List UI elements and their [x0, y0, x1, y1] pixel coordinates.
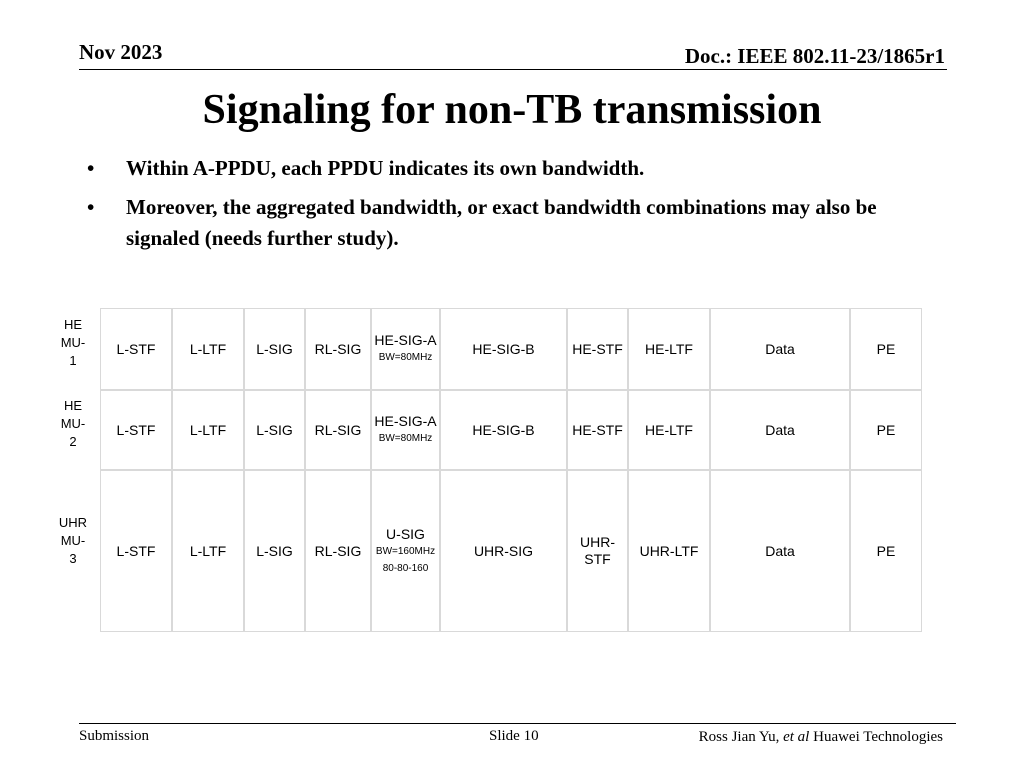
field-uhr-stf	[567, 470, 628, 632]
field-label: U-SIG	[386, 525, 425, 542]
field-label: PE	[876, 421, 896, 438]
field-label: UHR-LTF	[639, 542, 699, 559]
row-label-line: MU-	[60, 416, 86, 431]
field-pe	[850, 308, 922, 390]
field-label: HE-SIG-B	[472, 340, 535, 357]
field-label: UHR-SIG	[473, 542, 534, 559]
field-data	[710, 470, 850, 632]
row-label-line: MU-	[60, 335, 86, 350]
footer-author-org: Huawei Technologies	[813, 729, 943, 745]
field-label: PE	[876, 542, 896, 559]
field-data	[710, 390, 850, 470]
field-rl-sig	[305, 470, 371, 632]
footer-submission: Submission	[79, 728, 150, 744]
field-label: L-STF	[116, 340, 156, 357]
row-label-line: 1	[69, 353, 77, 368]
field-he-ltf	[628, 390, 710, 470]
field-l-stf	[100, 470, 172, 632]
row-label-line: UHR	[58, 515, 88, 530]
bullet-marker: •	[87, 195, 95, 219]
field-he-sig-b	[440, 308, 567, 390]
footer-author-name: Ross Jian Yu,	[698, 729, 780, 745]
field-sublabel: 80-80-160	[382, 562, 429, 574]
field-l-ltf	[172, 308, 244, 390]
bullet-item	[87, 153, 947, 184]
field-l-stf	[100, 390, 172, 470]
row-label-line: HE	[63, 398, 83, 413]
field-label: HE-SIG-A	[374, 332, 437, 348]
field-he-sig-b	[440, 390, 567, 470]
field-label: HE-SIG-A	[374, 413, 437, 429]
bullet-text: Moreover, the aggregated bandwidth, or exact bandwidth combinations may also be signaled (needs further study).	[126, 195, 877, 250]
field-label: Data	[765, 421, 795, 438]
row-label-he-mu-1	[48, 316, 98, 370]
field-label: Data	[765, 542, 795, 559]
field-label: HE-SIG-B	[472, 421, 535, 438]
row-label-uhr-mu-3	[48, 514, 98, 568]
field-label: RL-SIG	[314, 340, 362, 357]
field-label: L-STF	[116, 421, 156, 438]
field-l-sig	[244, 390, 305, 470]
field-label: HE-LTF	[645, 340, 693, 357]
field-rl-sig	[305, 390, 371, 470]
slide-title: Signaling for non-TB transmission	[202, 87, 822, 133]
field-label: L-SIG	[256, 421, 293, 438]
field-label: HE-LTF	[645, 421, 693, 438]
field-label: HE-STF	[572, 421, 623, 438]
field-sublabel: BW=160MHz	[375, 545, 436, 557]
field-data	[710, 308, 850, 390]
field-l-ltf	[172, 470, 244, 632]
footer-author	[699, 729, 943, 746]
row-label-line: 2	[69, 434, 77, 449]
field-label: L-LTF	[189, 421, 227, 438]
row-label-line: HE	[63, 317, 83, 332]
header-rule	[79, 69, 947, 70]
footer-rule	[79, 723, 956, 724]
row-label-line: MU-	[60, 533, 86, 548]
field-uhr-sig	[440, 470, 567, 632]
field-he-ltf	[628, 308, 710, 390]
header-date: Nov 2023	[79, 40, 163, 64]
field-label: HE-STF	[572, 340, 623, 357]
field-label: L-LTF	[189, 542, 227, 559]
field-label: RL-SIG	[314, 542, 362, 559]
footer-slide-number: Slide 10	[489, 728, 539, 744]
bullet-marker: •	[87, 156, 95, 180]
field-he-stf	[567, 390, 628, 470]
field-label: L-LTF	[189, 340, 227, 357]
field-he-stf	[567, 308, 628, 390]
field-rl-sig	[305, 308, 371, 390]
field-uhr-ltf	[628, 470, 710, 632]
field-l-stf	[100, 308, 172, 390]
field-l-ltf	[172, 390, 244, 470]
field-pe	[850, 470, 922, 632]
field-label: RL-SIG	[314, 421, 362, 438]
field-sublabel: BW=80MHz	[378, 433, 433, 444]
bullet-text: Within A-PPDU, each PPDU indicates its own bandwidth.	[126, 156, 645, 180]
bullet-item	[87, 192, 947, 254]
ppdu-field-diagram	[100, 308, 922, 632]
field-u-sig	[371, 470, 440, 632]
field-sublabel: BW=80MHz	[378, 352, 433, 363]
row-label-line: 3	[69, 551, 77, 566]
row-label-he-mu-2	[48, 397, 98, 451]
field-label: L-STF	[116, 542, 156, 559]
field-label: PE	[876, 340, 896, 357]
header-doc-id: Doc.: IEEE 802.11-23/1865r1	[684, 44, 945, 68]
field-label: STF	[584, 551, 611, 567]
field-label: L-SIG	[256, 340, 293, 357]
footer-author-etal: et al	[783, 729, 810, 745]
field-label: UHR-	[580, 534, 615, 550]
bullet-list	[87, 153, 947, 262]
field-label: L-SIG	[256, 542, 293, 559]
field-l-sig	[244, 308, 305, 390]
field-he-sig-a	[371, 390, 440, 470]
field-pe	[850, 390, 922, 470]
field-label: Data	[765, 340, 795, 357]
field-l-sig	[244, 470, 305, 632]
field-he-sig-a	[371, 308, 440, 390]
